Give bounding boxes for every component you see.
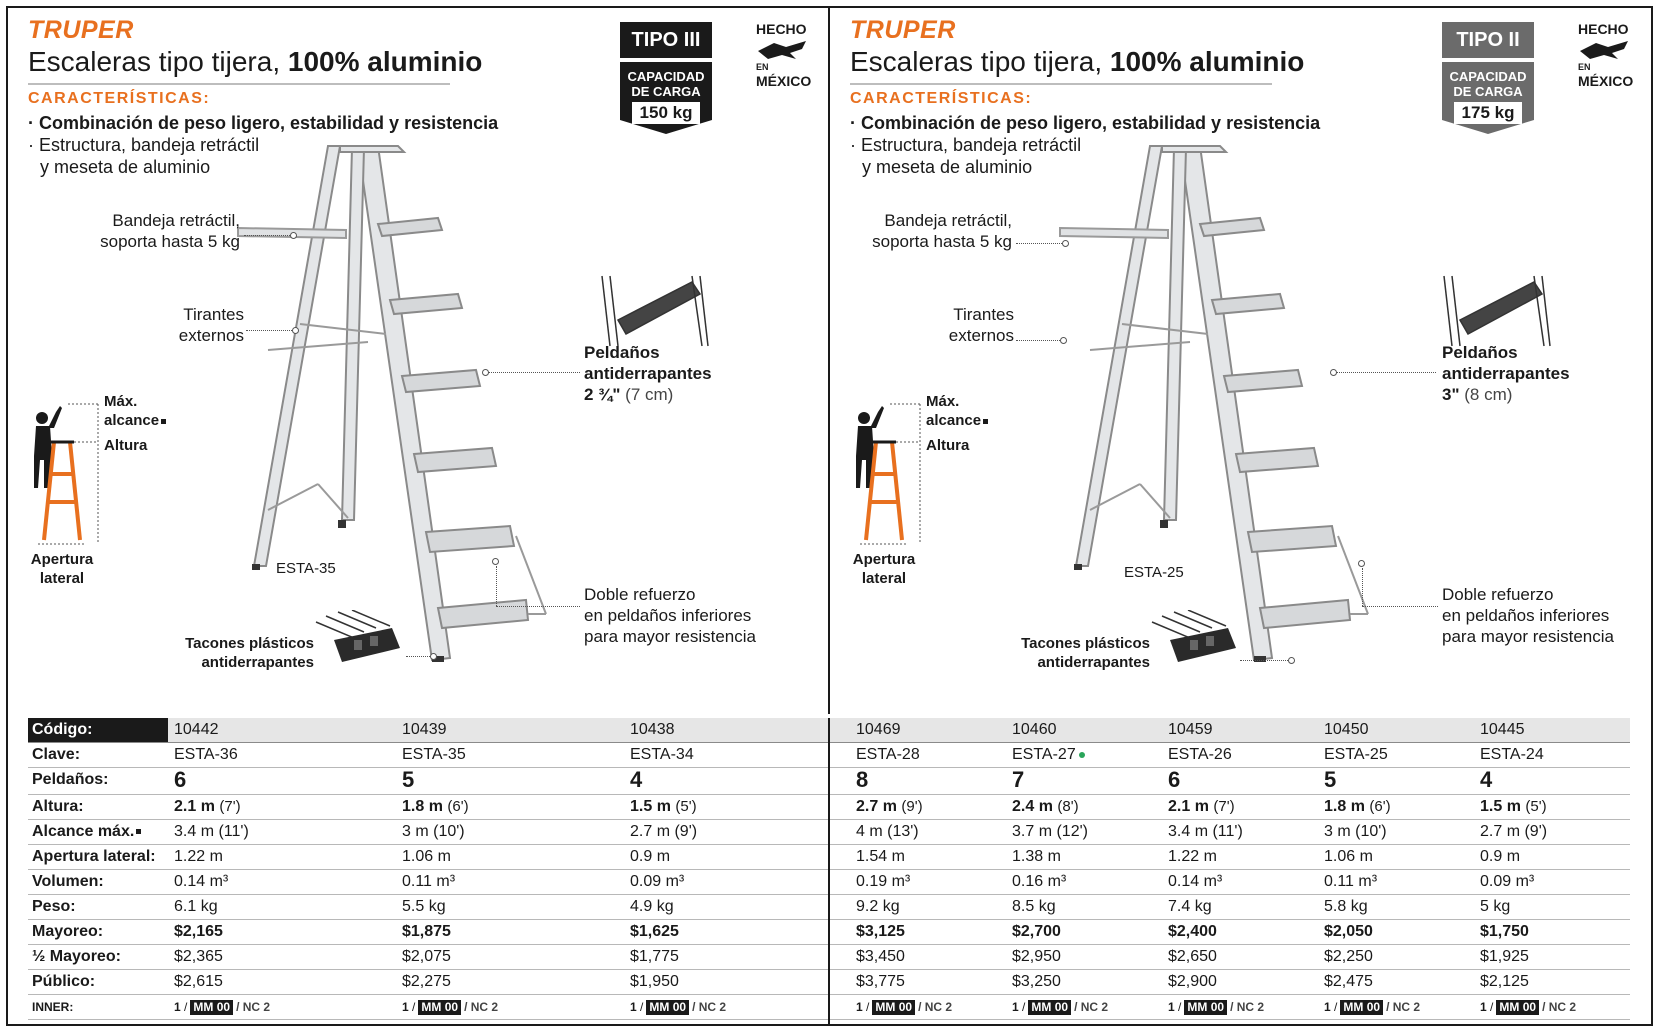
table-cell: [1324, 995, 1420, 1019]
reinforcement-line2: en peldaños inferiores: [1442, 606, 1610, 625]
inner-mm-badge: MM 00: [646, 1000, 689, 1015]
braces-callout-line1: Tirantes: [183, 305, 244, 324]
reinforcement-callout: [584, 584, 756, 647]
opening-line1: Apertura: [30, 551, 94, 568]
heels-leader: [406, 656, 432, 657]
braces-callout-line2: externos: [178, 326, 244, 345]
height-m: 2.1 m: [1168, 798, 1209, 815]
inner-qty: 1: [1012, 1000, 1019, 1014]
row-label: Altura:: [32, 798, 84, 815]
table-cell: [402, 995, 498, 1019]
tray-callout: [100, 210, 240, 252]
inner-mm-badge: MM 00: [1184, 1000, 1227, 1015]
height-m: 2.7 m: [856, 798, 897, 815]
step-width-in: 3": [1442, 385, 1460, 404]
capacity-label-2: DE CARGA: [631, 84, 701, 99]
inner-nc: / NC 2: [1386, 1000, 1421, 1014]
height-m: 1.8 m: [1324, 798, 1365, 815]
steps-callout: [1442, 342, 1570, 405]
table-cell: [1168, 995, 1264, 1019]
heel-detail-inset: [1150, 610, 1242, 670]
table-cell: 0.9 m: [1480, 848, 1521, 865]
feature-3: y meseta de aluminio: [862, 157, 1033, 177]
table-cell: $2,900: [1168, 973, 1217, 990]
height-ft: (8'): [1057, 798, 1079, 815]
product-panel-tipo-ii: [830, 8, 1650, 714]
panel-title: Escaleras tipo tijera, 100% aluminio: [28, 46, 483, 77]
capacity-label-2: DE CARGA: [1453, 84, 1523, 99]
eagle-icon: [756, 39, 808, 61]
table-cell: [1168, 795, 1235, 819]
inner-slash: /: [184, 1000, 188, 1014]
braces-leader: [1016, 340, 1062, 341]
inner-nc: / NC 2: [1542, 1000, 1577, 1014]
table-cell: $3,250: [1012, 973, 1061, 990]
table-cell: 4.9 kg: [630, 898, 674, 915]
inner-slash: /: [1334, 1000, 1338, 1014]
table-cell: [1012, 795, 1079, 819]
table-cell: 1.06 m: [1324, 848, 1373, 865]
reinforcement-line3: para mayor resistencia: [584, 627, 756, 646]
table-cell: $1,950: [630, 973, 679, 990]
tipo-badge: TIPO III: [620, 22, 712, 58]
heel-detail-inset: [314, 610, 406, 670]
inner-qty: 1: [1480, 1000, 1487, 1014]
table-cell: 7: [1012, 767, 1025, 792]
inner-qty: 1: [1324, 1000, 1331, 1014]
table-cell: $1,625: [630, 923, 679, 940]
capacity-label-1: CAPACIDAD: [1449, 69, 1527, 84]
inner-qty: 1: [630, 1000, 637, 1014]
table-cell: 5: [1324, 767, 1337, 792]
table-cell: $1,925: [1480, 948, 1529, 965]
table-cell: 5.8 kg: [1324, 898, 1368, 915]
reinforcement-line2: en peldaños inferiores: [584, 606, 752, 625]
table-cell: [630, 995, 726, 1019]
square-marker: [136, 829, 141, 834]
height-m: 1.5 m: [1480, 798, 1521, 815]
height-ft: (6'): [447, 798, 469, 815]
row-label: Peldaños:: [32, 771, 109, 788]
step-detail-inset: [600, 272, 710, 350]
height-ft: (7'): [219, 798, 241, 815]
tray-leader: [244, 235, 292, 236]
row-label: Público:: [32, 973, 96, 990]
feature-1: · Combinación de peso ligero, estabilidad y resistencia: [28, 113, 499, 133]
table-cell: $2,950: [1012, 948, 1061, 965]
opening-line2: lateral: [39, 570, 85, 587]
reinforcement-line3: para mayor resistencia: [1442, 627, 1614, 646]
table-cell: $2,050: [1324, 923, 1373, 940]
brand-logo: TRUPER: [850, 16, 956, 44]
heels-leader-dot: [1288, 657, 1295, 664]
braces-callout: [938, 304, 1014, 346]
table-cell: $2,615: [174, 973, 223, 990]
table-cell: 0.14 m³: [174, 873, 229, 890]
capacity-value: 150 kg: [632, 102, 700, 124]
inner-qty: 1: [1168, 1000, 1175, 1014]
mexico-text: MÉXICO: [1578, 73, 1634, 89]
inner-mm-badge: MM 00: [418, 1000, 461, 1015]
table-cell: 8: [856, 767, 869, 792]
height-m: 1.8 m: [402, 798, 443, 815]
table-cell: 1.38 m: [1012, 848, 1061, 865]
inner-qty: 1: [174, 1000, 181, 1014]
table-cell: $2,165: [174, 923, 223, 940]
mexico-text: MÉXICO: [756, 73, 812, 89]
table-cell: 3 m (10'): [1324, 823, 1387, 840]
tipo-badge: TIPO II: [1442, 22, 1534, 58]
inner-slash: /: [640, 1000, 644, 1014]
inner-slash: /: [866, 1000, 870, 1014]
table-cell: 6: [1168, 767, 1181, 792]
table-cell: [1480, 795, 1547, 819]
reinforcement-leader-v: [1362, 568, 1363, 606]
max-reach-line2: [926, 411, 988, 430]
inner-nc: / NC 2: [692, 1000, 727, 1014]
max-reach-word: alcance: [104, 412, 160, 429]
table-cell: $2,650: [1168, 948, 1217, 965]
hecho-text: HECHO: [756, 21, 807, 37]
tray-callout-line2: soporta hasta 5 kg: [100, 232, 240, 251]
feature-2: · Estructura, bandeja retráctil: [28, 135, 260, 155]
row-label: ½ Mayoreo:: [32, 948, 121, 965]
en-text: EN: [1578, 62, 1591, 72]
opening-line1: Apertura: [852, 551, 916, 568]
table-divider: [828, 718, 830, 1026]
features-heading: CARACTERÍSTICAS:: [28, 90, 211, 107]
height-ft: (5'): [1525, 798, 1547, 815]
steps-leader: [1336, 372, 1436, 373]
opening-label: [852, 550, 916, 588]
table-cell: 0.11 m³: [402, 873, 456, 890]
square-marker: [983, 419, 988, 424]
steps-callout-line2: antiderrapantes: [584, 364, 712, 383]
height-label: Altura: [926, 437, 970, 454]
tray-callout-line1: Bandeja retráctil,: [112, 211, 240, 230]
step-width-in: 2 ¾": [584, 385, 621, 404]
table-cell: 3.4 m (11'): [174, 823, 249, 840]
height-ft: (9'): [901, 798, 923, 815]
braces-callout: [168, 304, 244, 346]
table-cell: 10459: [1168, 721, 1213, 738]
table-cell: $2,125: [1480, 973, 1529, 990]
braces-leader-dot: [1060, 337, 1067, 344]
table-cell: 2.7 m (9'): [1480, 823, 1548, 840]
capacity-badge: [620, 62, 712, 134]
inner-slash: /: [1490, 1000, 1494, 1014]
title-rule: [850, 83, 1272, 85]
table-cell: 5 kg: [1480, 898, 1511, 915]
steps-leader-dot: [1330, 369, 1337, 376]
table-cell: $1,750: [1480, 923, 1529, 940]
table-cell: [1324, 795, 1391, 819]
table-cell: 10442: [174, 721, 219, 738]
table-cell: [856, 795, 923, 819]
hecho-text: HECHO: [1578, 21, 1629, 37]
tray-callout-line2: soporta hasta 5 kg: [872, 232, 1012, 251]
table-cell: 0.9 m: [630, 848, 671, 865]
heels-leader-dot: [430, 653, 437, 660]
inner-nc: / NC 2: [1074, 1000, 1109, 1014]
heels-callout: [980, 634, 1150, 672]
row-label: INNER:: [32, 1000, 74, 1014]
inner-mm-badge: MM 00: [1340, 1000, 1383, 1015]
table-cell: 5.5 kg: [402, 898, 446, 915]
brand-logo: TRUPER: [28, 16, 134, 44]
feature-1: · Combinación de peso ligero, estabilidad y resistencia: [850, 113, 1321, 133]
steps-callout-line1: Peldaños: [1442, 343, 1518, 362]
max-reach-line2: [104, 411, 166, 430]
table-cell: ESTA-26: [1168, 746, 1232, 763]
inner-slash: /: [1178, 1000, 1182, 1014]
opening-line2: lateral: [861, 570, 907, 587]
clave-text: ESTA-27: [1012, 746, 1076, 763]
table-cell: [856, 995, 952, 1019]
reach-diagram: [28, 398, 108, 548]
new-indicator-dot: [1079, 752, 1085, 758]
table-cell: ESTA-35: [402, 746, 466, 763]
capacity-label-1: CAPACIDAD: [627, 69, 705, 84]
inner-nc: / NC 2: [918, 1000, 953, 1014]
table-cell: 6.1 kg: [174, 898, 218, 915]
inner-nc: / NC 2: [1230, 1000, 1265, 1014]
step-width-cm: (7 cm): [625, 385, 674, 404]
max-reach-word: alcance: [926, 412, 982, 429]
table-cell: 0.14 m³: [1168, 873, 1223, 890]
table-cell: [1012, 743, 1085, 767]
steps-callout-line3: [584, 384, 712, 405]
table-cell: 4 m (13'): [856, 823, 919, 840]
table-cell: 1.22 m: [174, 848, 223, 865]
heels-callout: [184, 634, 314, 672]
table-cell: $2,275: [402, 973, 451, 990]
inner-slash: /: [412, 1000, 416, 1014]
max-reach-label: [926, 392, 988, 430]
max-reach-line1: Máx.: [104, 393, 138, 410]
reinforcement-leader-h: [496, 606, 580, 607]
table-cell: 3.4 m (11'): [1168, 823, 1243, 840]
table-cell: 7.4 kg: [1168, 898, 1212, 915]
max-reach-label: [104, 392, 166, 430]
square-marker: [161, 419, 166, 424]
braces-leader-dot: [292, 327, 299, 334]
table-cell: 10439: [402, 721, 447, 738]
reinforcement-leader-dot: [1358, 560, 1365, 567]
inner-mm-badge: MM 00: [872, 1000, 915, 1015]
capacity-value: 175 kg: [1454, 102, 1522, 124]
table-cell: [174, 795, 241, 819]
table-cell: 3 m (10'): [402, 823, 465, 840]
table-cell: [402, 795, 469, 819]
table-cell: $1,775: [630, 948, 679, 965]
table-cell: ESTA-34: [630, 746, 694, 763]
capacity-badge: [1442, 62, 1534, 134]
table-cell: 0.09 m³: [630, 873, 685, 890]
steps-leader: [488, 372, 580, 373]
reinforcement-line1: Doble refuerzo: [1442, 585, 1554, 604]
inner-nc: / NC 2: [236, 1000, 271, 1014]
table-cell: $2,475: [1324, 973, 1373, 990]
table-cell: 8.5 kg: [1012, 898, 1056, 915]
table-cell: $3,775: [856, 973, 905, 990]
tray-leader: [1016, 243, 1064, 244]
table-cell: 1.22 m: [1168, 848, 1217, 865]
table-cell: 1.06 m: [402, 848, 451, 865]
feature-3: y meseta de aluminio: [40, 157, 211, 177]
inner-nc: / NC 2: [464, 1000, 499, 1014]
product-panel-tipo-iii: [8, 8, 828, 714]
reinforcement-line1: Doble refuerzo: [584, 585, 696, 604]
table-cell: 9.2 kg: [856, 898, 900, 915]
height-m: 1.5 m: [630, 798, 671, 815]
braces-callout-line2: externos: [948, 326, 1014, 345]
steps-callout-line1: Peldaños: [584, 343, 660, 362]
steps-leader-dot: [482, 369, 489, 376]
heels-callout-line2: antiderrapantes: [1037, 654, 1150, 671]
title-rule: [28, 83, 450, 85]
table-cell: $2,250: [1324, 948, 1373, 965]
feature-2: · Estructura, bandeja retráctil: [850, 135, 1082, 155]
reach-diagram: [850, 398, 930, 548]
table-cell: [1012, 995, 1108, 1019]
row-label: Peso:: [32, 898, 76, 915]
tray-callout: [872, 210, 1012, 252]
inner-slash: /: [1022, 1000, 1026, 1014]
table-cell: $3,125: [856, 923, 905, 940]
height-m: 2.4 m: [1012, 798, 1053, 815]
table-cell: ESTA-28: [856, 746, 920, 763]
table-cell: 4: [1480, 767, 1493, 792]
table-cell: 10450: [1324, 721, 1369, 738]
reinforcement-leader-dot: [492, 558, 499, 565]
table-cell: [1480, 995, 1576, 1019]
row-label: Volumen:: [32, 873, 104, 890]
table-cell: 6: [174, 767, 187, 792]
table-cell: 10469: [856, 721, 901, 738]
table-cell: $2,400: [1168, 923, 1217, 940]
table-cell: ESTA-36: [174, 746, 238, 763]
inner-mm-badge: MM 00: [1496, 1000, 1539, 1015]
inner-mm-badge: MM 00: [1028, 1000, 1071, 1015]
en-text: EN: [756, 62, 769, 72]
height-ft: (6'): [1369, 798, 1391, 815]
table-cell: [630, 795, 697, 819]
reinforcement-leader-v: [496, 566, 497, 606]
braces-leader: [246, 330, 294, 331]
table-cell: 3.7 m (12'): [1012, 823, 1088, 840]
panel-title: Escaleras tipo tijera, 100% aluminio: [850, 46, 1305, 77]
steps-callout-line3: [1442, 384, 1570, 405]
opening-label: [30, 550, 94, 588]
step-detail-inset: [1442, 272, 1552, 350]
height-m: 2.1 m: [174, 798, 215, 815]
table-cell: ESTA-25: [1324, 746, 1388, 763]
heels-callout-line1: Tacones plásticos: [1021, 635, 1150, 652]
table-cell: $2,700: [1012, 923, 1061, 940]
row-label: Apertura lateral:: [32, 848, 156, 865]
row-label: Código:: [28, 718, 168, 742]
reinforcement-callout: [1442, 584, 1614, 647]
table-cell: $2,365: [174, 948, 223, 965]
table-cell: 0.19 m³: [856, 873, 911, 890]
tray-leader-dot: [290, 232, 297, 239]
table-cell: 2.7 m (9'): [630, 823, 698, 840]
tray-leader-dot: [1062, 240, 1069, 247]
eagle-icon: [1578, 39, 1630, 61]
reinforcement-leader-h: [1362, 606, 1438, 607]
height-ft: (5'): [675, 798, 697, 815]
table-cell: $3,450: [856, 948, 905, 965]
inner-mm-badge: MM 00: [190, 1000, 233, 1015]
row-label: Alcance máx.: [28, 820, 168, 844]
table-cell: 10445: [1480, 721, 1525, 738]
table-cell: 0.11 m³: [1324, 873, 1378, 890]
heels-leader: [1240, 660, 1290, 661]
model-tag: ESTA-25: [1124, 564, 1184, 581]
steps-callout-line2: antiderrapantes: [1442, 364, 1570, 383]
table-cell: [174, 995, 270, 1019]
tray-callout-line1: Bandeja retráctil,: [884, 211, 1012, 230]
table-cell: 5: [402, 767, 415, 792]
features-heading: CARACTERÍSTICAS:: [850, 90, 1033, 107]
table-cell: $2,075: [402, 948, 451, 965]
table-cell: 1.54 m: [856, 848, 905, 865]
inner-qty: 1: [402, 1000, 409, 1014]
row-label: Mayoreo:: [32, 923, 104, 940]
braces-callout-line1: Tirantes: [953, 305, 1014, 324]
inner-qty: 1: [856, 1000, 863, 1014]
heels-callout-line1: Tacones plásticos: [185, 635, 314, 652]
table-cell: $1,875: [402, 923, 451, 940]
steps-callout: [584, 342, 712, 405]
model-tag: ESTA-35: [276, 560, 336, 577]
table-cell: 10438: [630, 721, 675, 738]
height-label: Altura: [104, 437, 148, 454]
step-width-cm: (8 cm): [1464, 385, 1513, 404]
table-cell: 10460: [1012, 721, 1057, 738]
table-cell: 0.16 m³: [1012, 873, 1067, 890]
row-label: Clave:: [32, 746, 81, 763]
height-ft: (7'): [1213, 798, 1235, 815]
table-cell: 0.09 m³: [1480, 873, 1535, 890]
max-reach-line1: Máx.: [926, 393, 960, 410]
table-cell: ESTA-24: [1480, 746, 1544, 763]
table-cell: 4: [630, 767, 643, 792]
heels-callout-line2: antiderrapantes: [201, 654, 314, 671]
